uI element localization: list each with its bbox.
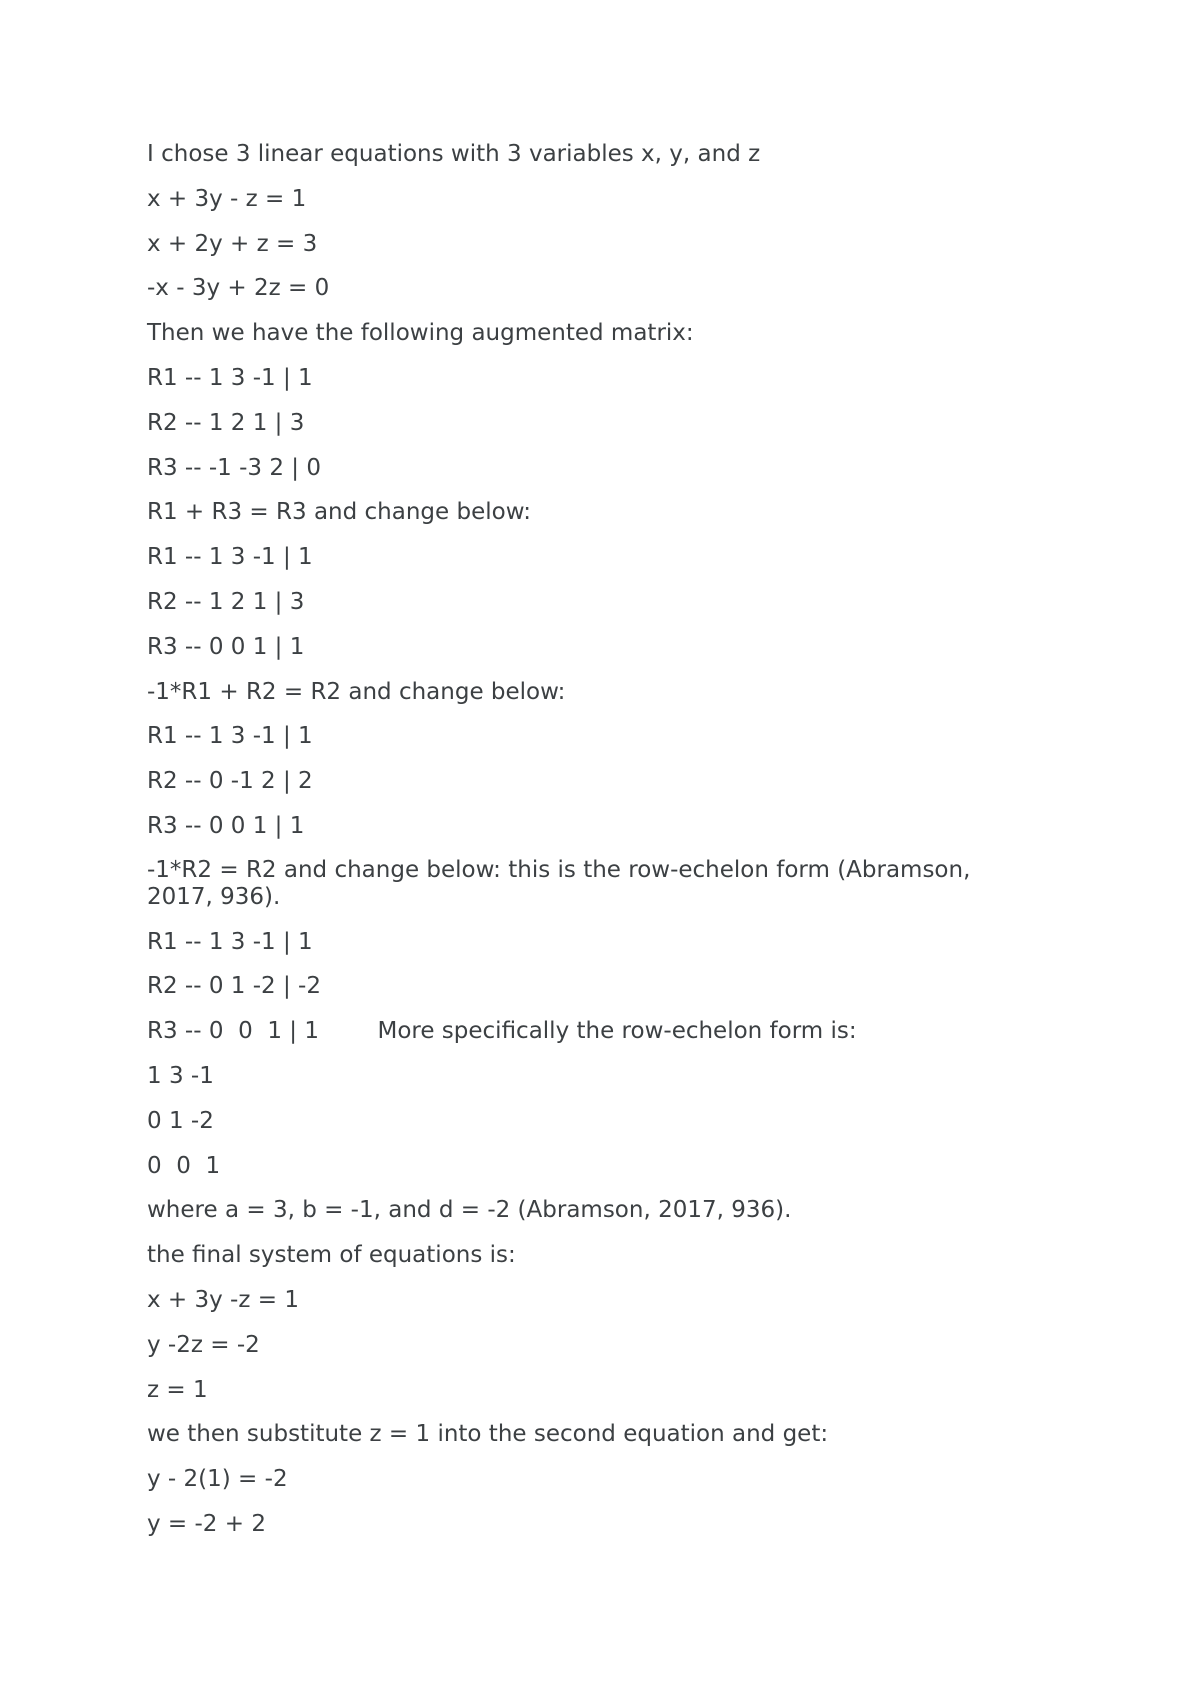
final-equation-3: z = 1	[147, 1376, 208, 1403]
row-operation-step: R1 + R3 = R3 and change below:	[147, 499, 531, 526]
matrix-row: R1 -- 1 3 -1 | 1	[147, 544, 313, 571]
substitution-step: y = -2 + 2	[147, 1510, 266, 1537]
echelon-row: 0 1 -2	[147, 1107, 214, 1134]
row-operation-step: -1*R1 + R2 = R2 and change below:	[147, 678, 566, 705]
equation-3: -x - 3y + 2z = 0	[147, 275, 330, 302]
final-system-heading: the final system of equations is:	[147, 1242, 516, 1269]
matrix-row: R1 -- 1 3 -1 | 1	[147, 364, 313, 391]
matrix-row: R2 -- 1 2 1 | 3	[147, 588, 305, 615]
matrix-row: R1 -- 1 3 -1 | 1	[147, 928, 313, 955]
matrix-row: R3 -- 0 0 1 | 1	[147, 812, 305, 839]
equation-2: x + 2y + z = 3	[147, 230, 318, 257]
substitution-text: we then substitute z = 1 into the second equation and get:	[147, 1421, 829, 1448]
matrix-row: R2 -- 0 1 -2 | -2	[147, 973, 321, 1000]
row-echelon-step: -1*R2 = R2 and change below: this is the row-echelon form (Abramson, 2017, 936).	[147, 856, 971, 910]
echelon-row: 1 3 -1	[147, 1062, 214, 1089]
matrix-row: R3 -- 0 0 1 | 1	[147, 633, 305, 660]
document-body	[147, 140, 1047, 1555]
echelon-row: 0 0 1	[147, 1152, 221, 1179]
matrix-row: R1 -- 1 3 -1 | 1	[147, 723, 313, 750]
final-equation-2: y -2z = -2	[147, 1331, 260, 1358]
matrix-row: R2 -- 1 2 1 | 3	[147, 409, 305, 436]
final-equation-1: x + 3y -z = 1	[147, 1286, 299, 1313]
equation-1: x + 3y - z = 1	[147, 185, 307, 212]
matrix-row: R3 -- -1 -3 2 | 0	[147, 454, 321, 481]
substitution-step: y - 2(1) = -2	[147, 1466, 288, 1493]
intro-text: I chose 3 linear equations with 3 variables x, y, and z	[147, 141, 761, 167]
augmented-matrix-heading: Then we have the following augmented matrix:	[147, 320, 694, 347]
coefficients-note: where a = 3, b = -1, and d = -2 (Abramson, 2017, 936).	[147, 1197, 792, 1224]
matrix-row: R2 -- 0 -1 2 | 2	[147, 768, 313, 795]
matrix-row-with-note: R3 -- 0 0 1 | 1 More specifically the row-echelon form is:	[147, 1018, 857, 1045]
